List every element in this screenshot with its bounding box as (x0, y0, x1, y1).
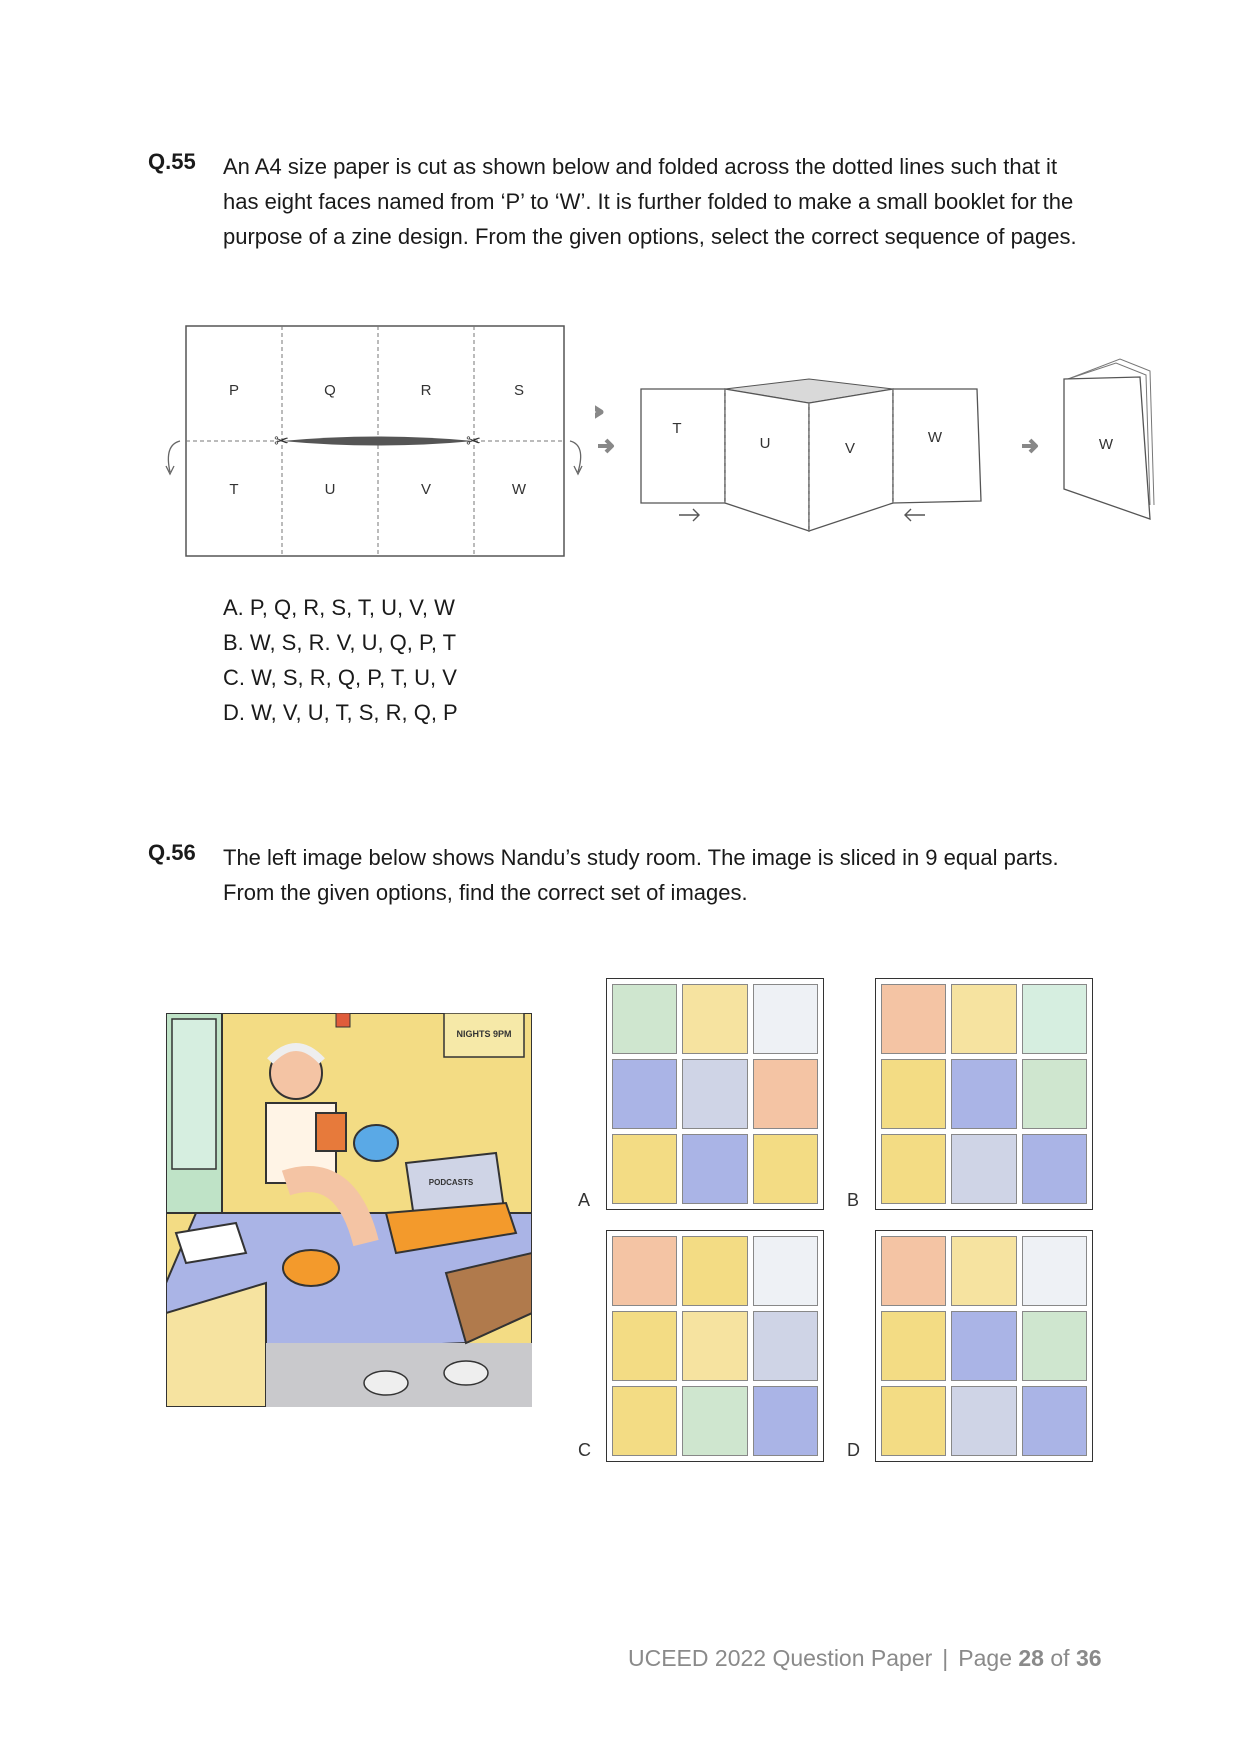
grid-tile (753, 1134, 818, 1204)
grid-tile (881, 1236, 946, 1306)
face-s: S (513, 382, 525, 399)
poster (444, 1013, 524, 1057)
grid-tile (1022, 984, 1087, 1054)
option-b-grid[interactable] (875, 978, 1093, 1210)
page-total: 36 (1075, 1645, 1102, 1671)
page-footer: UCEED 2022 Question Paper | Page 28 of 36 (628, 1645, 1102, 1671)
arrow-to-booklet-icon (1020, 436, 1044, 456)
option-b-label: B (847, 1190, 860, 1210)
face-p: P (228, 382, 240, 399)
slipper-left (364, 1371, 408, 1395)
grid-tile (753, 1386, 818, 1456)
slipper-right (444, 1361, 488, 1385)
grid-tile (1022, 1236, 1087, 1306)
grid-tile (753, 1236, 818, 1306)
face-w: W (511, 481, 527, 498)
question-56-number: Q.56 (148, 840, 196, 865)
arrow-to-strip-icon (596, 436, 620, 456)
option-d-grid[interactable] (875, 1230, 1093, 1462)
grid-tile (951, 1134, 1016, 1204)
grid-tile (881, 1311, 946, 1381)
booklet-face-w: W (1098, 436, 1114, 453)
question-55-options (223, 590, 458, 730)
footer-title: UCEED 2022 Question Paper (628, 1645, 933, 1671)
question-55-text: An A4 size paper is cut as shown below and folded across the dotted lines such that it has eight faces named from ‘P’ to ‘W’. It is further folded to make a small booklet for the purpose of a zine design. From the given options, select the correct sequence of pages. (223, 154, 1077, 249)
fold-face-t: T (672, 420, 682, 437)
fold-face-u: U (759, 435, 771, 452)
grid-tile (682, 1386, 747, 1456)
option-c-grid[interactable] (606, 1230, 824, 1462)
svg-text:NIGHTS 9PM: NIGHTS 9PM (456, 1029, 512, 1039)
grid-tile (612, 1236, 677, 1306)
grid-tile (881, 1059, 946, 1129)
option-c[interactable]: C. W, S, R, Q, P, T, U, V (223, 665, 457, 690)
page-current: 28 (1018, 1645, 1044, 1671)
grid-tile (753, 984, 818, 1054)
question-55-number: Q.55 (148, 149, 196, 174)
scissors-right-icon (466, 431, 481, 451)
svg-text:PODCASTS: PODCASTS (428, 1178, 474, 1187)
fold-arrow-left-icon (168, 441, 180, 472)
grid-tile (612, 1311, 677, 1381)
question-56-text: The left image below shows Nandu’s study room. The image is sliced in 9 equal parts. From the given options, find the correct set of images. (223, 845, 1059, 905)
grid-tile (682, 1311, 747, 1381)
folded-strip-diagram (595, 375, 1015, 535)
fold-face-w: W (927, 429, 943, 446)
booklet-diagram (1060, 355, 1160, 525)
grid-tile (753, 1059, 818, 1129)
option-b[interactable]: B. W, S, R. V, U, Q, P, T (223, 630, 457, 655)
grid-tile (951, 984, 1016, 1054)
grid-tile (682, 1134, 747, 1204)
grid-tile (1022, 1134, 1087, 1204)
grid-tile (612, 984, 677, 1054)
option-d-label: D (847, 1440, 860, 1460)
option-a[interactable]: A. P, Q, R, S, T, U, V, W (223, 595, 455, 620)
grid-tile (612, 1134, 677, 1204)
push-arrow-left-icon (905, 509, 925, 521)
grid-tile (951, 1311, 1016, 1381)
grid-tile (682, 1236, 747, 1306)
grid-tile (951, 1236, 1016, 1306)
grid-tile (951, 1059, 1016, 1129)
scissors-left-icon (274, 431, 289, 451)
push-arrow-right-icon (679, 509, 699, 521)
option-a-grid[interactable] (606, 978, 824, 1210)
grid-tile (1022, 1311, 1087, 1381)
grid-tile (1022, 1059, 1087, 1129)
grid-tile (682, 1059, 747, 1129)
face-q: Q (324, 382, 336, 399)
svg-text:✂: ✂ (274, 431, 290, 451)
face-r: R (420, 382, 432, 399)
face-u: U (324, 481, 336, 498)
cushion (354, 1125, 398, 1161)
book (316, 1113, 346, 1151)
grid-tile (753, 1311, 818, 1381)
svg-text:✂: ✂ (466, 431, 482, 451)
next-arrow-icon (595, 407, 601, 417)
fold-face-v: V (844, 440, 856, 457)
option-d[interactable]: D. W, V, U, T, S, R, Q, P (223, 700, 458, 725)
paper-cut-diagram (160, 320, 600, 560)
cat (283, 1250, 339, 1286)
face-v: V (420, 481, 432, 498)
grid-tile (682, 984, 747, 1054)
grid-tile (612, 1059, 677, 1129)
grid-tile (881, 1134, 946, 1204)
grid-tile (881, 984, 946, 1054)
face-t: T (229, 481, 239, 498)
grid-tile (951, 1386, 1016, 1456)
grid-tile (612, 1386, 677, 1456)
grid-tile (881, 1386, 946, 1456)
study-room-illustration (166, 1013, 532, 1407)
option-c-label: C (578, 1440, 591, 1460)
option-a-label: A (578, 1190, 591, 1210)
grid-tile (1022, 1386, 1087, 1456)
